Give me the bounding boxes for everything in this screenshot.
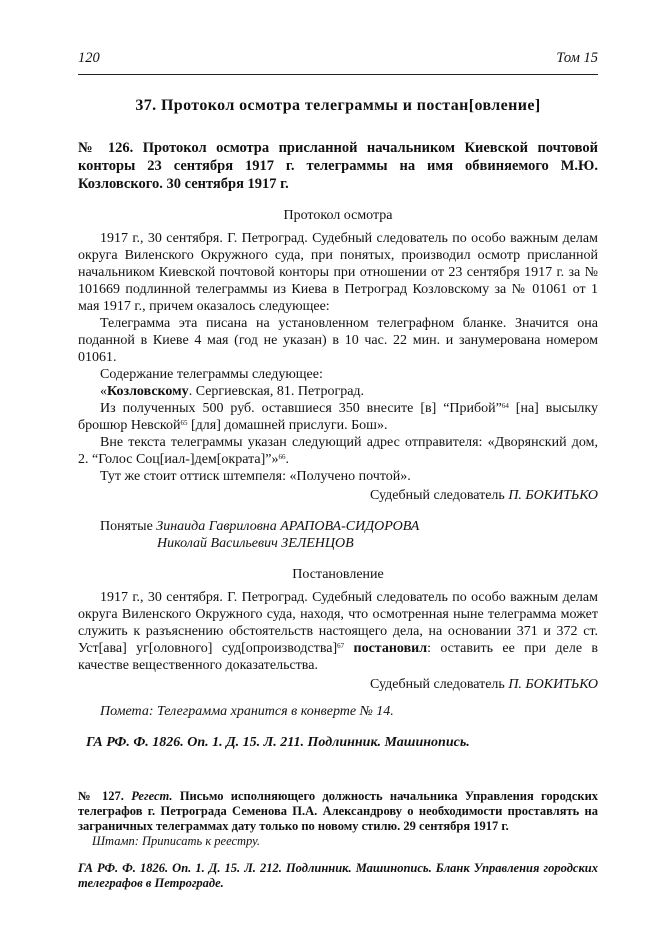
witness-name: Зинаида Гавриловна АРАПОВА-СИДОРОВА [156,519,420,534]
document-title: Протокол осмотра присланной начальником Киевской почтовой конторы 23 сентября 1917 г. телеграммы на имя обвиняемого М.Ю. Козловского. 30 сентября 1917 г. [78,140,599,192]
signature-name: П. БОКИТЬКО [508,677,598,692]
telegram-text-part: [на] высылку брошюр Невской [78,401,598,433]
resolution-text: : оставить ее при деле в качестве вещественного доказательства. [78,641,599,673]
telegram-text [78,400,598,434]
section-title: 37. Протокол осмотра телеграммы и постан[овление] [135,97,541,114]
investigator-signature [78,676,598,693]
addressee: Козловскому [107,384,189,399]
regest-label: Регест. [131,789,173,803]
telegram-text-part: Из полученных 500 руб. оставшиеся 350 внесите [в] “Прибой” [100,401,502,416]
protocol-paragraph: 1917 г., 30 сентября. Г. Петроград. Судебный следователь по особо важным делам округа Виленского Окружного суда, при понятых, производил осмотр присланной начальником Киевской почтовой конторы при отношении от 23 сентября 1917 г. за № 101669 подлинной телеграммы из Киева в Петроград Козловскому за № 01061 от 1 мая 1917 г., причем оказалось следующее: [78,231,598,314]
telegram-text-part: [для] домашней прислуги. Бош». [187,418,388,433]
document-title: Письмо исполняющего должность начальника Управления городских телеграфов г. Петрограда Семенова П.А. Александрову о необходимости проставлять на заграничных телеграммах дату только по новому стилю. 29 сентября 1917 г. [78,789,599,833]
sender-address-text: Вне текста телеграммы указан следующий адрес отправителя: «Дворянский дом, 2. “Голос Соц[иал-]дем[ократа]”» [78,435,598,467]
resolution-heading: Постановление [292,567,384,582]
footnote-ref: 66 [278,453,286,461]
page-content [78,96,598,891]
investigator-signature [78,487,598,504]
header-rule [78,74,598,75]
signature-label: Судебный следователь [370,677,505,692]
volume-label: Том 15 [556,50,598,66]
witness-line [100,518,598,535]
page-number: 120 [78,50,100,66]
telegram-address [78,383,598,400]
footnote-ref: 67 [337,642,345,650]
document-126-heading [78,139,598,193]
protocol-heading: Протокол осмотра [283,208,393,223]
storage-note: Помета: Телеграмма хранится в конверте № 14. [100,704,394,719]
signature-label: Судебный следователь [370,488,505,503]
sender-address-end: . [285,452,289,467]
document-number: № 126. [78,140,134,156]
archive-reference: ГА РФ. Ф. 1826. Оп. 1. Д. 15. Л. 212. Подлинник. Машинопись. Бланк Управления городских телеграфов в Петрограде. [78,861,598,890]
witnesses [100,518,598,552]
document-number: № 127. [78,789,124,803]
signature-name: П. БОКИТЬКО [508,488,598,503]
address-text: . Сергиевская, 81. Петроград. [188,384,365,399]
document-127 [78,789,598,891]
protocol-paragraph: Содержание телеграммы следующее: [100,367,323,382]
quote-mark: « [100,384,107,399]
running-head [78,50,598,67]
footnote-ref: 64 [501,402,509,410]
resolution-text: 1917 г., 30 сентября. Г. Петроград. Судебный следователь по особо важным делам округа Виленского Окружного суда, находя, что осмотренная ныне телеграмма может служить к разъяснению обстоятельств настоящего дела, на основании 371 и 372 ст. Уст[ава] уг[оловного] суд[опроизводства] [78,590,598,656]
stamp-text: Тут же стоит оттиск штемпеля: «Получено почтой». [100,469,411,484]
footnote-ref: 65 [180,419,188,427]
witness-label: Понятые [100,519,153,534]
sender-address [78,434,598,468]
resolution-paragraph [78,589,598,674]
protocol-paragraph: Телеграмма эта писана на установленном телеграфном бланке. Значится она поданной в Киеве 4 мая (год не указан) в 10 час. 22 мин. и занумерована номером 01061. [78,316,598,365]
witness-name: Николай Васильевич ЗЕЛЕНЦОВ [157,536,354,551]
resolution-verb: постановил [353,641,428,656]
archive-reference: ГА РФ. Ф. 1826. Оп. 1. Д. 15. Л. 211. Подлинник. Машинопись. [86,735,470,750]
stamp-note: Штамп: Приписать к реестру. [92,834,261,848]
document-127-heading [78,789,598,834]
